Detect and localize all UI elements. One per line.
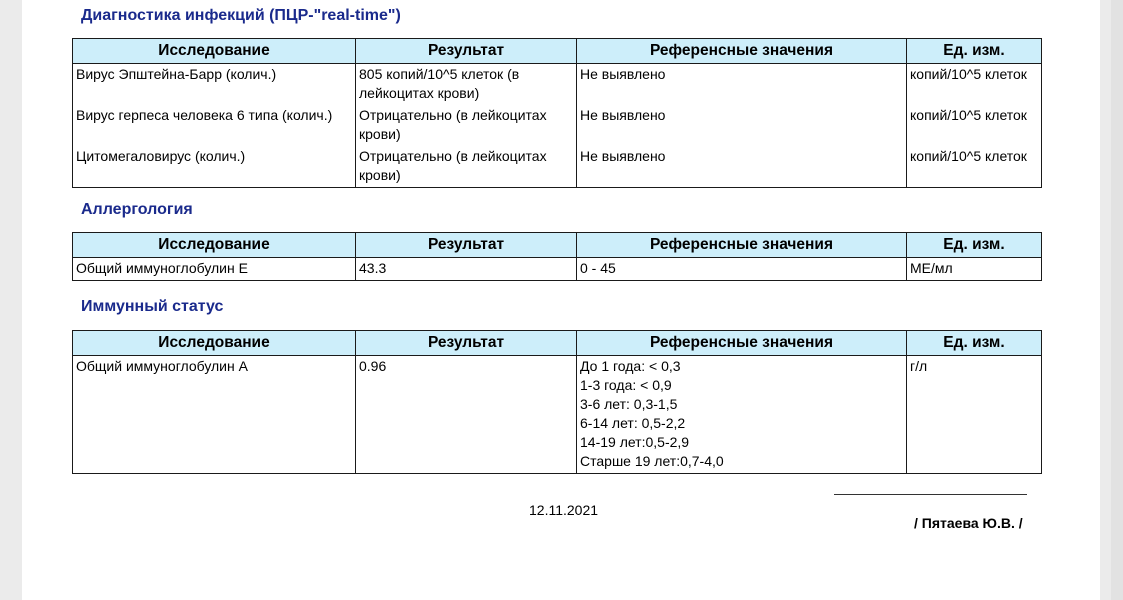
cell-reference: 0 - 45 bbox=[577, 258, 907, 281]
section-title-immune-status: Иммунный статус bbox=[81, 298, 224, 315]
table-row bbox=[73, 64, 1042, 106]
column-header-test: Исследование bbox=[73, 233, 356, 258]
cell-result: 805 копий/10^5 клеток (в лейкоцитах крови) bbox=[356, 64, 577, 106]
column-header-test: Исследование bbox=[73, 331, 356, 356]
column-header-reference: Референсные значения bbox=[577, 233, 907, 258]
table-header-row bbox=[73, 331, 1042, 356]
column-header-result: Результат bbox=[356, 331, 577, 356]
column-header-reference: Референсные значения bbox=[577, 331, 907, 356]
document-page bbox=[22, 0, 1100, 600]
infections-table bbox=[72, 38, 1042, 188]
cell-test: Вирус герпеса человека 6 типа (колич.) bbox=[73, 105, 356, 146]
reference-line: 3-6 лет: 0,3-1,5 bbox=[580, 396, 678, 412]
cell-test: Общий иммуноглобулин А bbox=[73, 356, 356, 474]
cell-unit: г/л bbox=[907, 356, 1042, 474]
table-header-row bbox=[73, 233, 1042, 258]
cell-unit: копий/10^5 клеток bbox=[907, 64, 1042, 106]
table-row bbox=[73, 356, 1042, 474]
reference-line: 6-14 лет: 0,5-2,2 bbox=[580, 415, 686, 431]
cell-reference: Не выявлено bbox=[577, 105, 907, 146]
immune-status-table bbox=[72, 330, 1042, 474]
cell-unit: копий/10^5 клеток bbox=[907, 146, 1042, 188]
section-title-infections: Диагностика инфекций (ПЦР-"real-time") bbox=[81, 7, 401, 24]
column-header-unit: Ед. изм. bbox=[907, 331, 1042, 356]
column-header-unit: Ед. изм. bbox=[907, 39, 1042, 64]
cell-reference: Не выявлено bbox=[577, 64, 907, 106]
column-header-unit: Ед. изм. bbox=[907, 233, 1042, 258]
reference-line: До 1 года: < 0,3 bbox=[580, 358, 681, 374]
cell-reference bbox=[577, 356, 907, 474]
column-header-result: Результат bbox=[356, 233, 577, 258]
column-header-test: Исследование bbox=[73, 39, 356, 64]
table-row bbox=[73, 258, 1042, 281]
cell-result: 0.96 bbox=[356, 356, 577, 474]
table-row bbox=[73, 105, 1042, 146]
cell-test: Вирус Эпштейна-Барр (колич.) bbox=[73, 64, 356, 106]
cell-result: 43.3 bbox=[356, 258, 577, 281]
signature-line bbox=[834, 494, 1027, 495]
section-title-allergology: Аллергология bbox=[81, 201, 193, 218]
cell-unit: МЕ/мл bbox=[907, 258, 1042, 281]
table-row bbox=[73, 146, 1042, 188]
column-header-result: Результат bbox=[356, 39, 577, 64]
cell-unit: копий/10^5 клеток bbox=[907, 105, 1042, 146]
signer-name: / Пятаева Ю.В. / bbox=[914, 515, 1023, 531]
cell-test: Общий иммуноглобулин Е bbox=[73, 258, 356, 281]
reference-line: 14-19 лет:0,5-2,9 bbox=[580, 434, 690, 450]
cell-result: Отрицательно (в лейкоцитах крови) bbox=[356, 105, 577, 146]
allergology-table bbox=[72, 232, 1042, 281]
column-header-reference: Референсные значения bbox=[577, 39, 907, 64]
vertical-scrollbar[interactable] bbox=[1111, 0, 1123, 600]
reference-line: Старше 19 лет:0,7-4,0 bbox=[580, 453, 724, 469]
cell-test: Цитомегаловирус (колич.) bbox=[73, 146, 356, 188]
table-header-row bbox=[73, 39, 1042, 64]
report-date: 12.11.2021 bbox=[529, 502, 599, 518]
cell-reference: Не выявлено bbox=[577, 146, 907, 188]
cell-result: Отрицательно (в лейкоцитах крови) bbox=[356, 146, 577, 188]
reference-line: 1-3 года: < 0,9 bbox=[580, 377, 672, 393]
